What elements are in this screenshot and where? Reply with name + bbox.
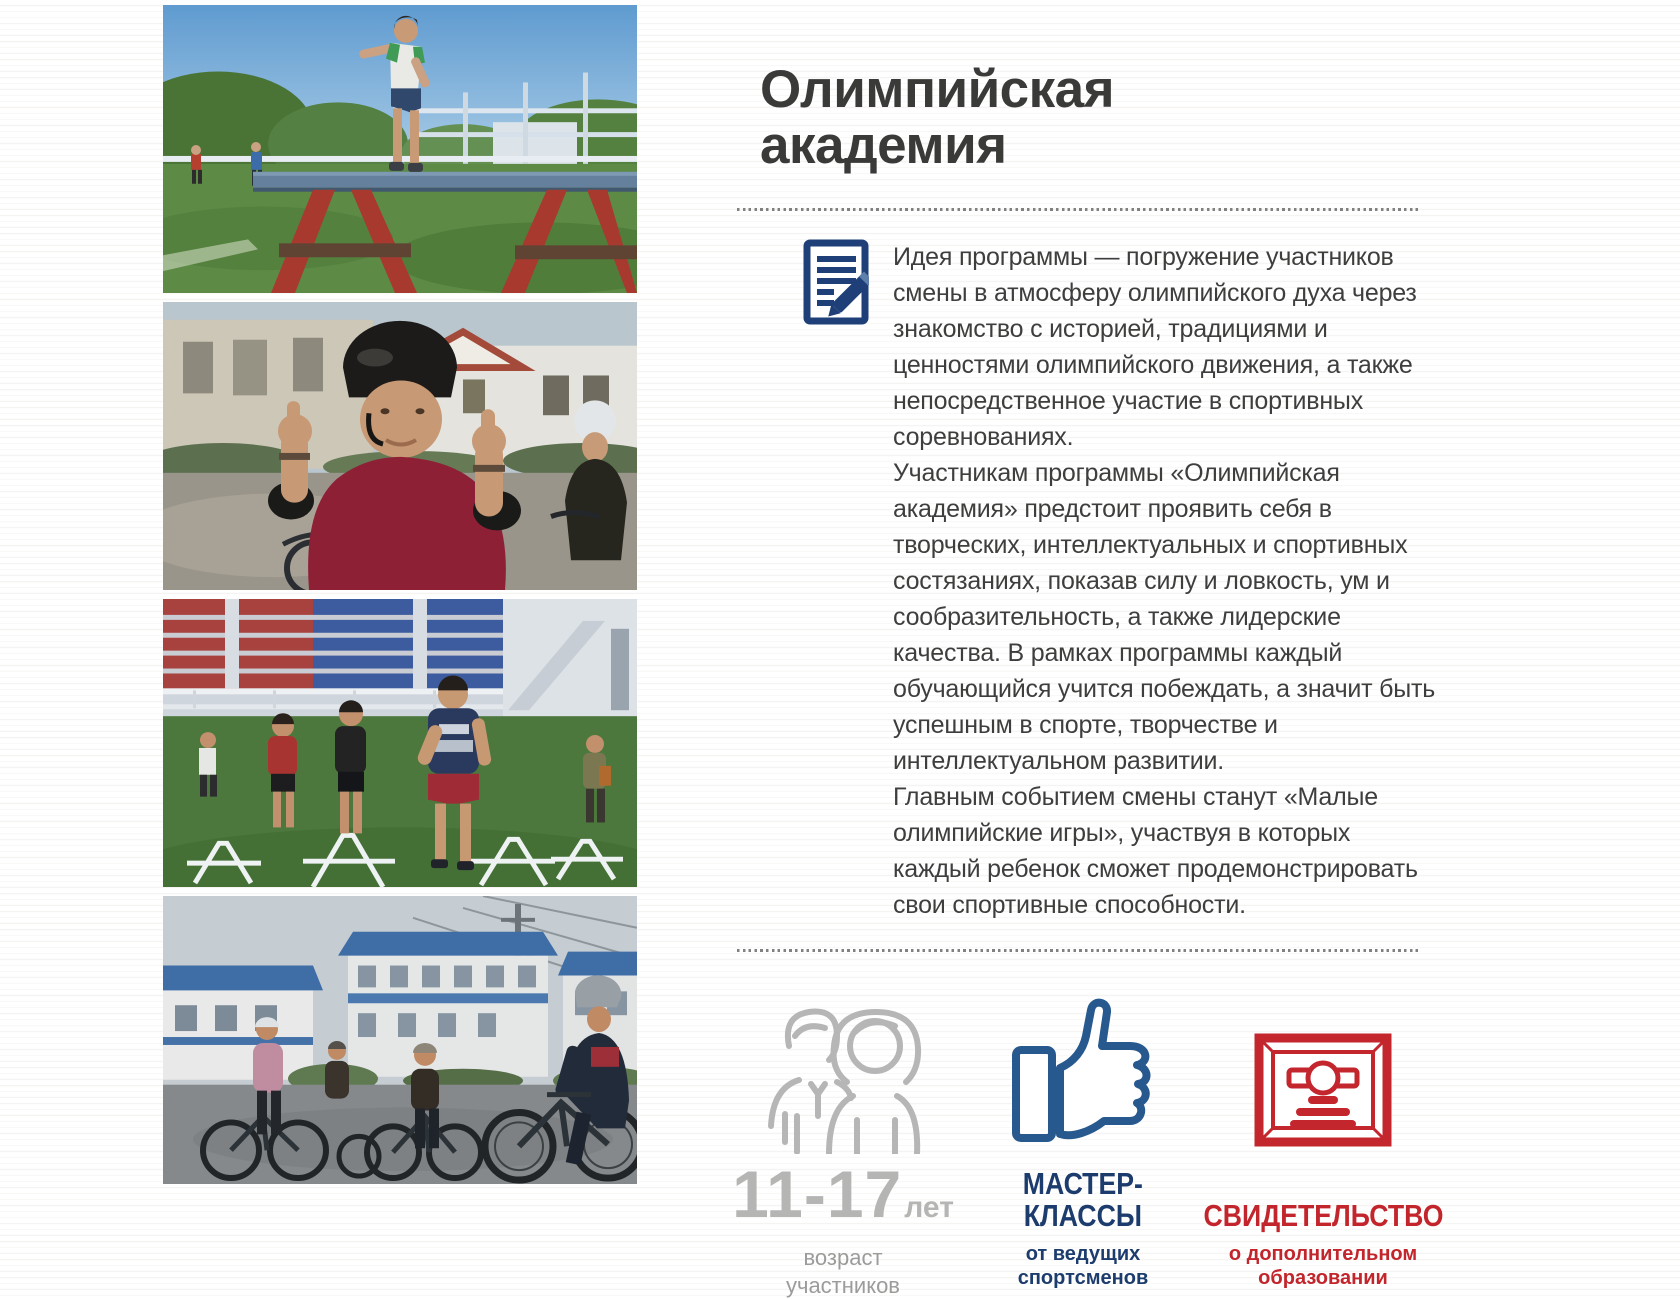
thumbs-up-icon (1008, 972, 1158, 1154)
certificate-icon (1253, 972, 1393, 1158)
program-paragraph-2: Участникам программы «Олимпийская академия» предстоит проявить себя в творческих, интеллектуальных и спортивных состязаниях, показав силу и ловкость, ум и сообразительность, а также лидерские качества. В рамках программы каждый обучающийся учится побеждать, а значит быть успешным в спорте, творчестве и интеллектуальном развитии. (893, 459, 1436, 776)
thumbs-up-boy-photo (163, 302, 637, 590)
balance-beam-illustration (163, 5, 637, 293)
dotted-divider-top (737, 208, 1418, 211)
age-range (732, 1156, 954, 1232)
document-pencil-icon (803, 239, 869, 923)
program-description-block (737, 239, 1437, 923)
age-caption: возраст участников (785, 1245, 900, 1298)
certificate-caption: о дополнительном образовании (1228, 1242, 1418, 1289)
content-column (732, 60, 1443, 1299)
page-title-line1: Олимпийская (760, 60, 1115, 119)
program-paragraph-3: Главным событием смены станут «Малые олимпийские игры», участвуя в которых каждый ребенок сможет продемонстрировать свои спортивные способности. (893, 783, 1418, 920)
master-classes-title: МАСТЕР- КЛАССЫ (1022, 1166, 1144, 1233)
feature-certificate (1203, 972, 1443, 1299)
thumbs-up-boy-illustration (163, 302, 637, 590)
page-title-line2: академия (760, 116, 1007, 176)
stadium-hurdles-photo (163, 599, 637, 887)
dotted-divider-bottom (737, 949, 1418, 952)
children-icon (763, 972, 923, 1154)
age-range-unit: лет (904, 1191, 954, 1225)
photo-column (163, 5, 637, 1184)
program-text (893, 239, 1437, 923)
certificate-title: СВИДЕТЕЛЬСТВО (1203, 1198, 1443, 1234)
feature-master-classes (977, 972, 1189, 1299)
master-classes-caption: от ведущих спортсменов (1017, 1242, 1149, 1289)
page-title (760, 62, 1437, 174)
features-row (732, 972, 1443, 1299)
program-paragraph-1: Идея программы — погружение участников смены в атмосферу олимпийского духа через знакомство с историей, традициями и ценностями олимпийского движения, а также непосредственное участие в спортивных соревнованиях. (893, 243, 1417, 452)
kids-cycling-illustration (163, 896, 637, 1184)
stadium-hurdles-illustration (163, 599, 637, 887)
age-range-number: 11-17 (732, 1157, 903, 1232)
balance-beam-photo (163, 5, 637, 293)
feature-age (732, 972, 954, 1299)
kids-cycling-photo (163, 896, 637, 1184)
